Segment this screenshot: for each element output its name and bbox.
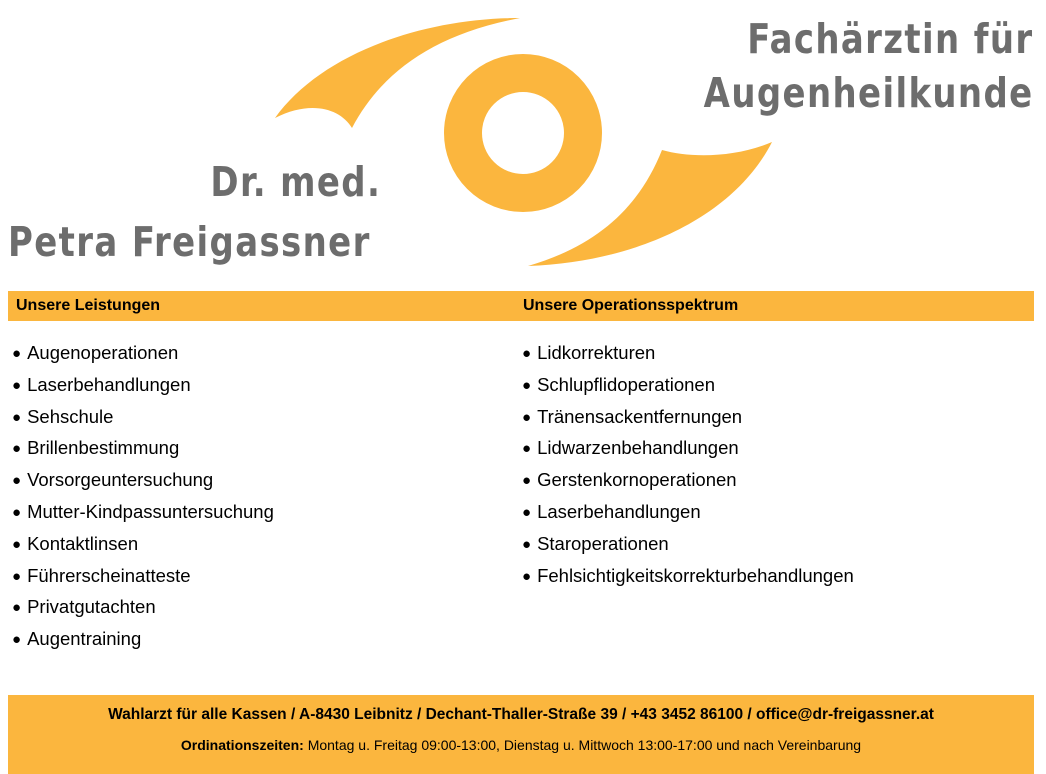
- bullet-icon: ●: [522, 503, 532, 521]
- section-header-bar: [8, 291, 1034, 321]
- list-item: ● Mutter-Kindpassuntersuchung: [12, 500, 274, 522]
- bullet-icon: ●: [522, 408, 532, 426]
- list-item: ● Gerstenkornoperationen: [522, 469, 737, 491]
- bullet-icon: ●: [12, 535, 22, 553]
- bullet-icon: ●: [12, 408, 22, 426]
- list-item: ● Brillenbestimmung: [12, 437, 180, 459]
- specialty-heading: [704, 12, 1034, 120]
- services-list: [12, 337, 274, 655]
- bullet-icon: ●: [12, 631, 22, 649]
- list-item: ● Laserbehandlungen: [522, 500, 701, 522]
- specialty-line-2: Augenheilkunde: [704, 69, 1034, 117]
- contact-info: Wahlarzt für alle Kassen / A-8430 Leibnitz / Dechant-Thaller-Straße 39 / +43 3452 86100 / office@dr-freigassner.at: [108, 706, 934, 723]
- list-item: ● Staroperationen: [522, 532, 669, 554]
- specialty-line-1: Fachärztin für: [747, 15, 1034, 63]
- list-item: ● Lidkorrekturen: [522, 342, 656, 363]
- bullet-icon: ●: [12, 503, 22, 521]
- opening-hours-text: Montag u. Freitag 09:00-13:00, Dienstag u. Mittwoch 13:00-17:00 und nach Vereinbarung: [303, 737, 862, 753]
- list-item: ● Augentraining: [12, 628, 142, 650]
- bullet-icon: ●: [522, 376, 532, 394]
- list-item: ● Lidwarzenbehandlungen: [522, 437, 739, 459]
- list-item: ● Schlupflidoperationen: [522, 373, 715, 395]
- opening-hours-label: Ordinationszeiten:: [180, 737, 304, 753]
- bullet-icon: ●: [522, 345, 532, 362]
- list-item: ● Privatgutachten: [12, 596, 156, 618]
- bullet-icon: ●: [12, 599, 22, 617]
- operations-heading: Unsere Operationsspektrum: [523, 297, 739, 314]
- doctor-name: [8, 152, 381, 272]
- bullet-icon: ●: [12, 440, 22, 458]
- services-heading: Unsere Leistungen: [16, 297, 161, 314]
- list-item: ● Führerscheinatteste: [12, 564, 191, 586]
- list-item: ● Sehschule: [12, 405, 114, 427]
- list-item: ● Augenoperationen: [12, 342, 179, 363]
- bullet-icon: ●: [12, 567, 22, 585]
- doctor-title: Dr. med.: [210, 158, 382, 206]
- opening-hours: [8, 737, 1034, 753]
- bullet-icon: ●: [12, 345, 22, 362]
- list-item: ● Vorsorgeuntersuchung: [12, 469, 214, 491]
- doctor-full-name: Petra Freigassner: [8, 218, 371, 266]
- bullet-icon: ●: [12, 376, 22, 394]
- header: [0, 0, 1046, 280]
- bullet-icon: ●: [12, 472, 22, 490]
- bullet-icon: ●: [522, 567, 532, 585]
- bullet-icon: ●: [522, 535, 532, 553]
- operations-list: [522, 337, 854, 591]
- list-item: ● Fehlsichtigkeitskorrekturbehandlungen: [522, 564, 854, 586]
- list-item: ● Tränensackentfernungen: [522, 405, 743, 427]
- list-item: ● Laserbehandlungen: [12, 373, 191, 395]
- logo-ring: [463, 73, 583, 193]
- list-item: ● Kontaktlinsen: [12, 532, 139, 554]
- bullet-icon: ●: [522, 472, 532, 490]
- footer-contact-bar: [8, 695, 1034, 774]
- bullet-icon: ●: [522, 440, 532, 458]
